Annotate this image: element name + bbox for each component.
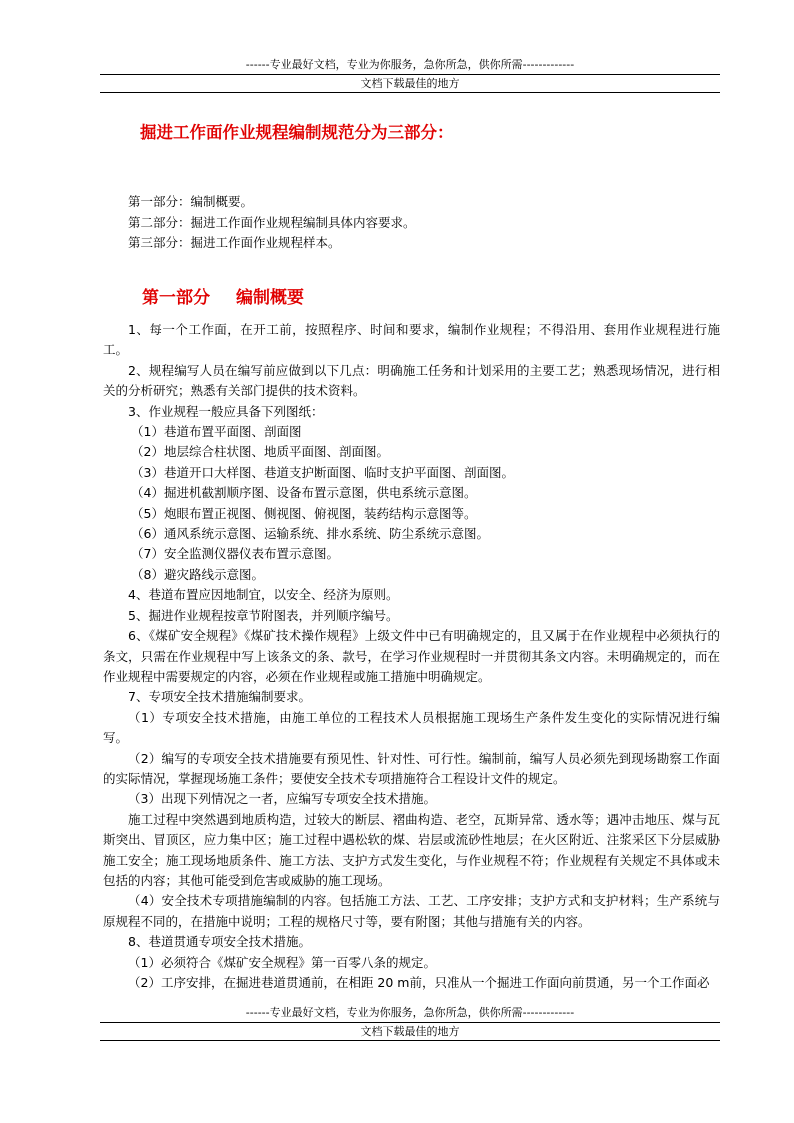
list-item: （1）巷道布置平面图、剖面图 (131, 424, 302, 440)
list-item: （2）地层综合柱状图、地质平面图、剖面图。 (131, 444, 389, 460)
header-site: 文档下载最佳的地方 (360, 77, 460, 90)
paragraph: 1、每一个工作面，在开工前，按照程序、时间和要求，编制作业规程；不得沿用、套用作业规程进行施工。 (103, 322, 720, 358)
footer-tagline: ------专业最好文档，专业为你服务，急你所急，供你所需------------- (245, 1006, 575, 1019)
paragraph: 8、巷道贯通专项安全技术措施。 (128, 934, 311, 950)
paragraph: （3）出现下列情况之一者，应编写专项安全技术措施。 (128, 791, 436, 807)
list-item: （7）安全监测仪器仪表布置示意图。 (131, 546, 339, 562)
list-item: （5）炮眼布置正视图、侧视图、俯视图，装药结构示意图等。 (131, 505, 477, 521)
paragraph: （2）编写的专项安全技术措施要有预见性、针对性、可行性。编制前，编写人员必须先到现场勘察工作面的实际情况，掌握现场施工条件；要使安全技术专项措施符合工程设计文件的规定。 (103, 750, 720, 786)
header-rule (100, 74, 720, 75)
header-tagline: ------专业最好文档，专业为你服务，急你所急，供你所需------------- (245, 58, 575, 71)
intro-item: 第一部分：编制概要。 (128, 194, 254, 209)
paragraph: 2、规程编写人员在编写前应做到以下几点：明确施工任务和计划采用的主要工艺；熟悉现场情况，进行相关的分析研究；熟悉有关部门提供的技术资料。 (103, 362, 720, 399)
body-text (103, 320, 720, 993)
list-item: （3）巷道开口大样图、巷道支护断面图、临时支护平面图、剖面图。 (131, 464, 514, 480)
paragraph: （4）安全技术专项措施编制的内容。包括施工方法、工艺、工序安排；支护方式和支护材料；生产系统与原规程不同的，在措施中说明；工程的规格尺寸等，要有附图；其他与措施有关的内容。 (103, 893, 720, 929)
paragraph: 施工过程中突然遇到地质构造，过较大的断层、褶曲构造、老空，瓦斯异常、透水等；遇冲击地压、煤与瓦斯突出、冒顶区，应力集中区；施工过程中遇松软的煤、岩层或流砂性地层；在火区附近、注浆采区下分层威胁施工安全；施工现场地质条件、施工方法、支护方式发生变化，与作业规程不符；作业规程有关规定不具体或未包括的内容；其他可能受到危害或威胁的施工现场。 (103, 811, 720, 888)
intro-item: 第三部分：掘进工作面作业规程样本。 (128, 235, 341, 250)
list-item: （6）通风系统示意图、运输系统、排水系统、防尘系统示意图。 (131, 526, 489, 542)
paragraph: 5、掘进作业规程按章节附图表，并列顺序编号。 (128, 607, 399, 623)
list-item: （8）避灾路线示意图。 (131, 566, 264, 582)
part-one-name: 编制概要 (236, 288, 304, 308)
footer-rule (100, 1022, 720, 1023)
paragraph: 6、《煤矿安全规程》《煤矿技术操作规程》上级文件中已有明确规定的，且又属于在作业规程中必须执行的条文，只需在作业规程中写上该条文的条、款号，在学习作业规程时一并贯彻其条文内容。未明确规定的，而在作业规程中需要规定的内容，必须在作业规程或施工措施中明确规定。 (103, 628, 720, 684)
paragraph: 7、专项安全技术措施编制要求。 (128, 689, 311, 705)
footer-site: 文档下载最佳的地方 (360, 1025, 460, 1038)
footer-rule-bottom (100, 1040, 720, 1041)
intro-list (128, 192, 718, 254)
header-rule-bottom (100, 92, 720, 93)
part-one-label: 第一部分 (142, 288, 210, 308)
paragraph: 3、作业规程一般应具备下列图纸： (128, 403, 324, 419)
list-item: （4）掘进机截割顺序图、设备布置示意图，供电系统示意图。 (131, 485, 477, 501)
part-one-heading (142, 287, 304, 309)
paragraph: 4、巷道布置应因地制宜，以安全、经济为原则。 (128, 587, 399, 603)
paragraph: （1）必须符合《煤矿安全规程》第一百零八条的规定。 (128, 954, 436, 970)
document-title: 掘进工作面作业规程编制规范分为三部分： (140, 123, 454, 142)
intro-item: 第二部分：掘进工作面作业规程编制具体内容要求。 (128, 214, 416, 230)
paragraph: （2）工序安排，在掘进巷道贯通前，在相距 20 m前，只准从一个掘进工作面向前贯通，另一个工作面必 (128, 975, 710, 990)
paragraph: （1）专项安全技术措施，由施工单位的工程技术人员根据施工现场生产条件发生变化的实际情况进行编写。 (103, 709, 720, 746)
